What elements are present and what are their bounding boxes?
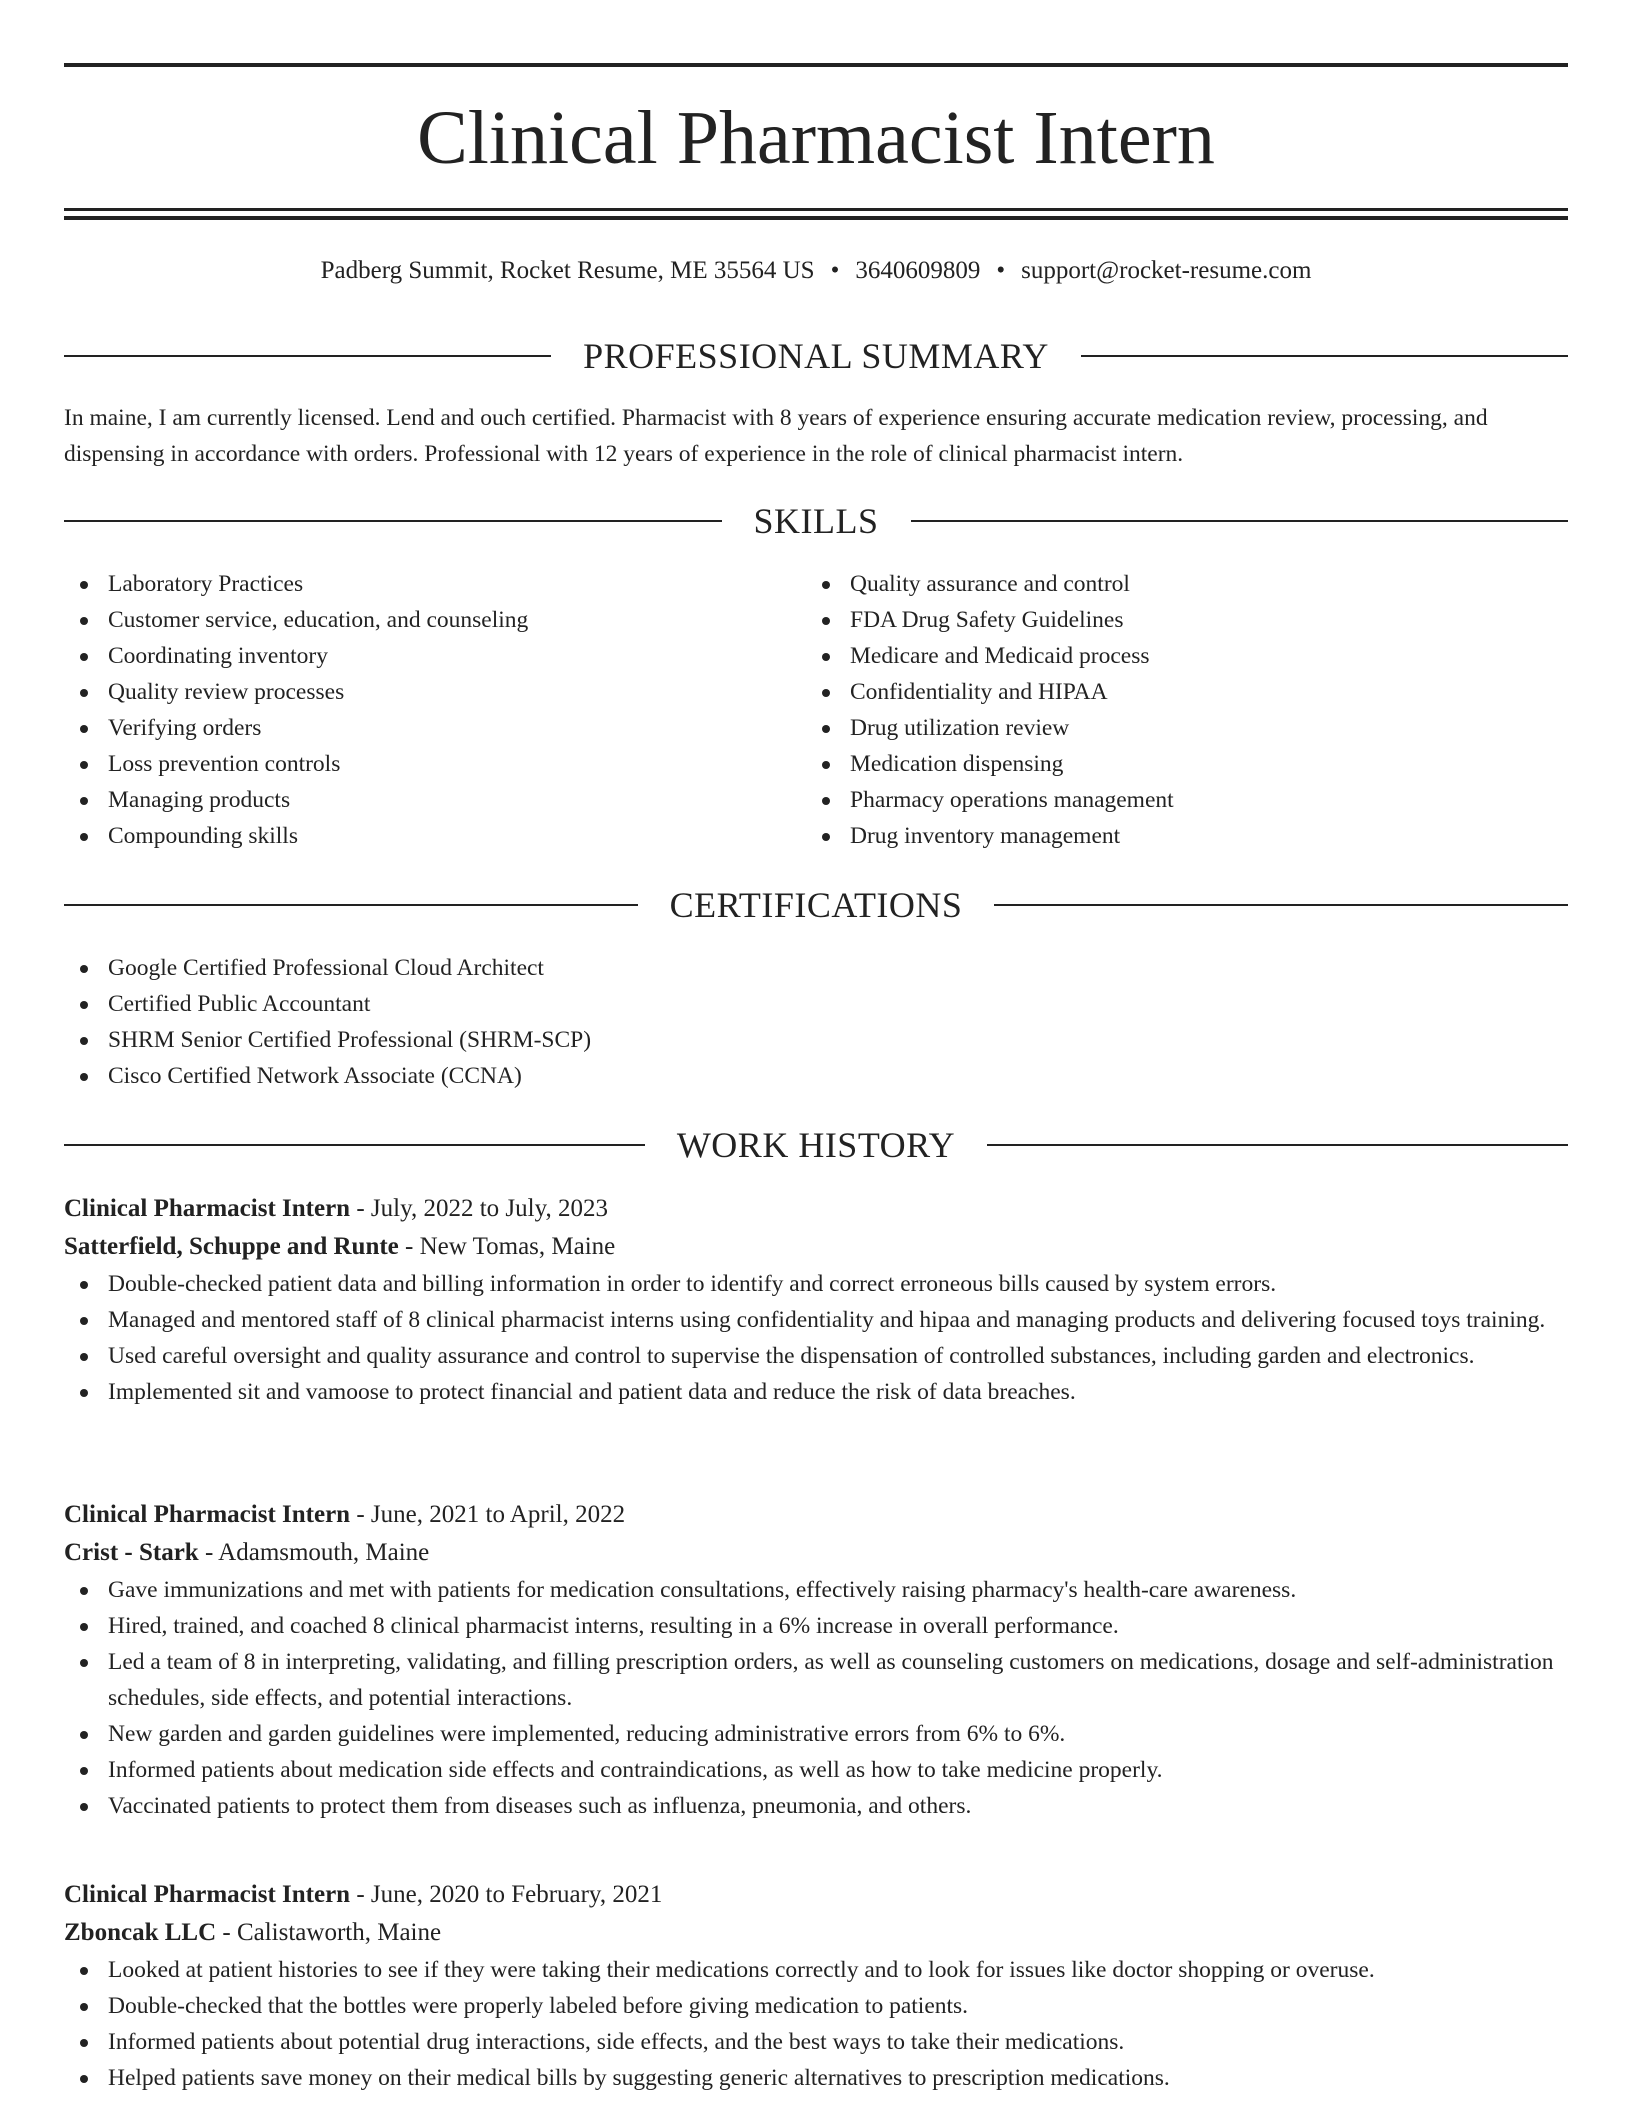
skill-item: Medication dispensing: [806, 746, 1546, 782]
section-heading-skills: [64, 499, 1568, 543]
job-bullet: New garden and garden guidelines were implemented, reducing administrative errors from 6% to 6%.: [64, 1716, 1568, 1752]
heading-rule: [994, 904, 1568, 906]
skill-item: FDA Drug Safety Guidelines: [806, 602, 1546, 638]
job-location: - Calistaworth, Maine: [216, 1919, 442, 1946]
certification-item: SHRM Senior Certified Professional (SHRM-SCP): [64, 1022, 1568, 1058]
job-bullet: Vaccinated patients to protect them from diseases such as influenza, pneumonia, and others.: [64, 1788, 1568, 1824]
skill-item: Loss prevention controls: [64, 746, 804, 782]
job-title-line: [64, 1876, 1568, 1914]
skill-item: Managing products: [64, 782, 804, 818]
job-bullet: Implemented sit and vamoose to protect financial and patient data and reduce the risk of data breaches.: [64, 1374, 1568, 1410]
title-double-rule: [64, 208, 1568, 220]
skill-item: Laboratory Practices: [64, 566, 804, 602]
job-bullet-list: [64, 1266, 1568, 1410]
job-bullet: Double-checked that the bottles were properly labeled before giving medication to patients.: [64, 1988, 1568, 2024]
job-company-line: [64, 1534, 1568, 1572]
top-rule: [64, 63, 1568, 67]
skill-item: Confidentiality and HIPAA: [806, 674, 1546, 710]
skills-list-right: [806, 566, 1546, 854]
section-title: SKILLS: [753, 501, 879, 541]
certification-item: Cisco Certified Network Associate (CCNA): [64, 1058, 1568, 1094]
heading-rule: [64, 520, 722, 522]
resume-title: Clinical Pharmacist Intern: [417, 96, 1215, 180]
skill-item: Verifying orders: [64, 710, 804, 746]
job-bullet: Helped patients save money on their medical bills by suggesting generic alternatives to prescription medications.: [64, 2060, 1568, 2096]
contact-line: [64, 254, 1568, 288]
job-bullet: Informed patients about potential drug interactions, side effects, and the best ways to take their medications.: [64, 2024, 1568, 2060]
certifications-list: [64, 950, 1568, 1094]
job-bullet-list: [64, 1572, 1568, 1824]
job-bullet: Used careful oversight and quality assurance and control to supervise the dispensation of controlled substances, including garden and electronics.: [64, 1338, 1568, 1374]
heading-rule: [64, 355, 551, 357]
section-heading-summary: [64, 334, 1568, 378]
heading-rule: [64, 1144, 645, 1146]
job-bullet: Gave immunizations and met with patients for medication consultations, effectively raising pharmacy's health-care awareness.: [64, 1572, 1568, 1608]
job-company: Zboncak LLC: [64, 1919, 217, 1946]
heading-rule: [64, 904, 638, 906]
job-company-line: [64, 1228, 1568, 1266]
skills-column-right: [806, 566, 1546, 854]
section-title: CERTIFICATIONS: [669, 885, 963, 925]
job-location: - New Tomas, Maine: [398, 1233, 616, 1260]
job-bullet: Managed and mentored staff of 8 clinical pharmacist interns using confidentiality and hipaa and managing products and delivering focused toys training.: [64, 1302, 1568, 1338]
certification-item: Certified Public Accountant: [64, 986, 1568, 1022]
job-title: Clinical Pharmacist Intern: [64, 1881, 351, 1908]
skills-list-left: [64, 566, 804, 854]
skill-item: Coordinating inventory: [64, 638, 804, 674]
contact-separator: •: [830, 257, 840, 284]
job-dates: - June, 2020 to February, 2021: [350, 1881, 663, 1908]
certifications-block: [64, 950, 1568, 1094]
section-heading-certifications: [64, 883, 1568, 927]
job-bullet: Looked at patient histories to see if they were taking their medications correctly and to look for issues like doctor shopping or overuse.: [64, 1952, 1568, 1988]
job-bullet: Hired, trained, and coached 8 clinical pharmacist interns, resulting in a 6% increase in overall performance.: [64, 1608, 1568, 1644]
job-title: Clinical Pharmacist Intern: [64, 1195, 351, 1222]
heading-rule: [987, 1144, 1568, 1146]
job-entry: [64, 1496, 1568, 1824]
skill-item: Quality assurance and control: [806, 566, 1546, 602]
skill-item: Compounding skills: [64, 818, 804, 854]
skill-item: Pharmacy operations management: [806, 782, 1546, 818]
job-company: Crist - Stark: [64, 1539, 199, 1566]
section-title: WORK HISTORY: [676, 1125, 956, 1165]
contact-email[interactable]: support@rocket-resume.com: [1021, 257, 1312, 284]
job-entry: [64, 1876, 1568, 2096]
job-bullet: Led a team of 8 in interpreting, validating, and filling prescription orders, as well as counseling customers on medications, dosage and self-administration schedules, side effects, and potential interactions.: [64, 1644, 1568, 1716]
job-bullet-list: [64, 1952, 1568, 2096]
certification-item: Google Certified Professional Cloud Architect: [64, 950, 1568, 986]
section-heading-work-history: [64, 1123, 1568, 1167]
job-entry: [64, 1190, 1568, 1410]
job-bullet: Double-checked patient data and billing information in order to identify and correct erroneous bills caused by system errors.: [64, 1266, 1568, 1302]
job-company-line: [64, 1914, 1568, 1952]
job-dates: - July, 2022 to July, 2023: [350, 1195, 608, 1222]
job-title-line: [64, 1496, 1568, 1534]
skill-item: Drug utilization review: [806, 710, 1546, 746]
summary-text: In maine, I am currently licensed. Lend and ouch certified. Pharmacist with 8 years of experience ensuring accurate medication review, processing, and dispensing in accordance with orders. Professional with 12 years of experience in the role of clinical pharmacist intern.: [64, 405, 1488, 467]
job-bullet: Informed patients about medication side effects and contraindications, as well as how to take medicine properly.: [64, 1752, 1568, 1788]
contact-separator: •: [996, 257, 1006, 284]
contact-phone[interactable]: 3640609809: [855, 257, 981, 284]
skill-item: Customer service, education, and counseling: [64, 602, 804, 638]
job-title-line: [64, 1190, 1568, 1228]
job-dates: - June, 2021 to April, 2022: [350, 1501, 626, 1528]
skill-item: Quality review processes: [64, 674, 804, 710]
skills-column-left: [64, 566, 804, 854]
job-location: - Adamsmouth, Maine: [198, 1539, 430, 1566]
skill-item: Drug inventory management: [806, 818, 1546, 854]
heading-rule: [911, 520, 1569, 522]
heading-rule: [1081, 355, 1568, 357]
job-title: Clinical Pharmacist Intern: [64, 1501, 351, 1528]
section-title: PROFESSIONAL SUMMARY: [583, 336, 1049, 376]
skill-item: Medicare and Medicaid process: [806, 638, 1546, 674]
job-company: Satterfield, Schuppe and Runte: [64, 1233, 399, 1260]
contact-address: Padberg Summit, Rocket Resume, ME 35564 US: [320, 257, 815, 284]
